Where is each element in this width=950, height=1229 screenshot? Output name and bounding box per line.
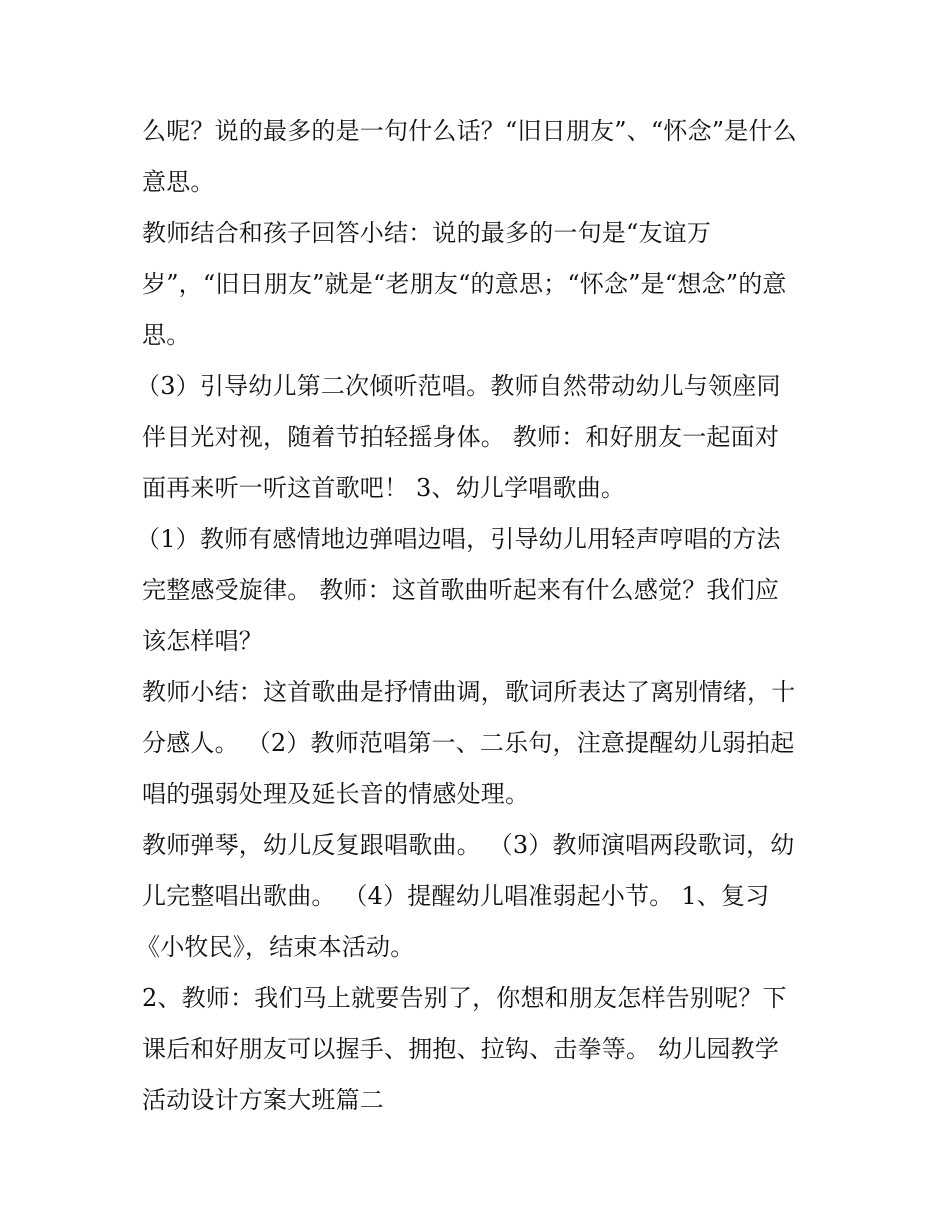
text-line-11: 该怎样唱？ bbox=[142, 627, 263, 655]
text-line-16: 儿完整唱出歌曲。 （4）提醒幼儿唱准弱起小节。 1、复习 bbox=[142, 882, 770, 910]
text-line-9: （1）教师有感情地边弹唱边唱，引导幼儿用轻声哼唱的方法 bbox=[136, 525, 781, 553]
text-line-18: 2、教师：我们马上就要告别了，你想和朋友怎样告别呢？下 bbox=[142, 984, 787, 1012]
text-line-7: 伴目光对视，随着节拍轻摇身体。 教师：和好朋友一起面对 bbox=[142, 423, 780, 451]
text-line-15: 教师弹琴，幼儿反复跟唱歌曲。 （3）教师演唱两段歌词，幼 bbox=[142, 831, 795, 859]
text-line-13: 分感人。 （2）教师范唱第一、二乐句，注意提醒幼儿弱拍起 bbox=[142, 729, 795, 757]
text-line-8: 面再来听一听这首歌吧！ 3、幼儿学唱歌曲。 bbox=[142, 474, 626, 502]
text-line-4: 岁”，“旧日朋友”就是“老朋友“的意思；“怀念”是“想念”的意 bbox=[142, 270, 787, 298]
text-line-2: 意思。 bbox=[142, 168, 215, 196]
text-line-5: 思。 bbox=[142, 321, 191, 349]
text-line-17: 《小牧民》，结束本活动。 bbox=[136, 933, 415, 961]
text-line-14: 唱的强弱处理及延长音的情感处理。 bbox=[142, 780, 530, 808]
text-line-6: （3）引导幼儿第二次倾听范唱。教师自然带动幼儿与领座同 bbox=[136, 372, 781, 400]
text-line-10: 完整感受旋律。 教师：这首歌曲听起来有什么感觉？我们应 bbox=[142, 576, 780, 604]
text-line-3: 教师结合和孩子回答小结：说的最多的一句是“友谊万 bbox=[142, 219, 712, 247]
text-line-19: 课后和好朋友可以握手、拥抱、拉钩、击拳等。 幼儿园教学 bbox=[142, 1035, 780, 1063]
text-line-20: 活动设计方案大班篇二 bbox=[142, 1086, 384, 1114]
text-line-12: 教师小结：这首歌曲是抒情曲调，歌词所表达了离别情绪，十 bbox=[142, 678, 796, 706]
document-body bbox=[136, 106, 822, 1126]
text-line-1: 么呢？说的最多的是一句什么话？“旧日朋友”、“怀念”是什么 bbox=[142, 117, 797, 145]
